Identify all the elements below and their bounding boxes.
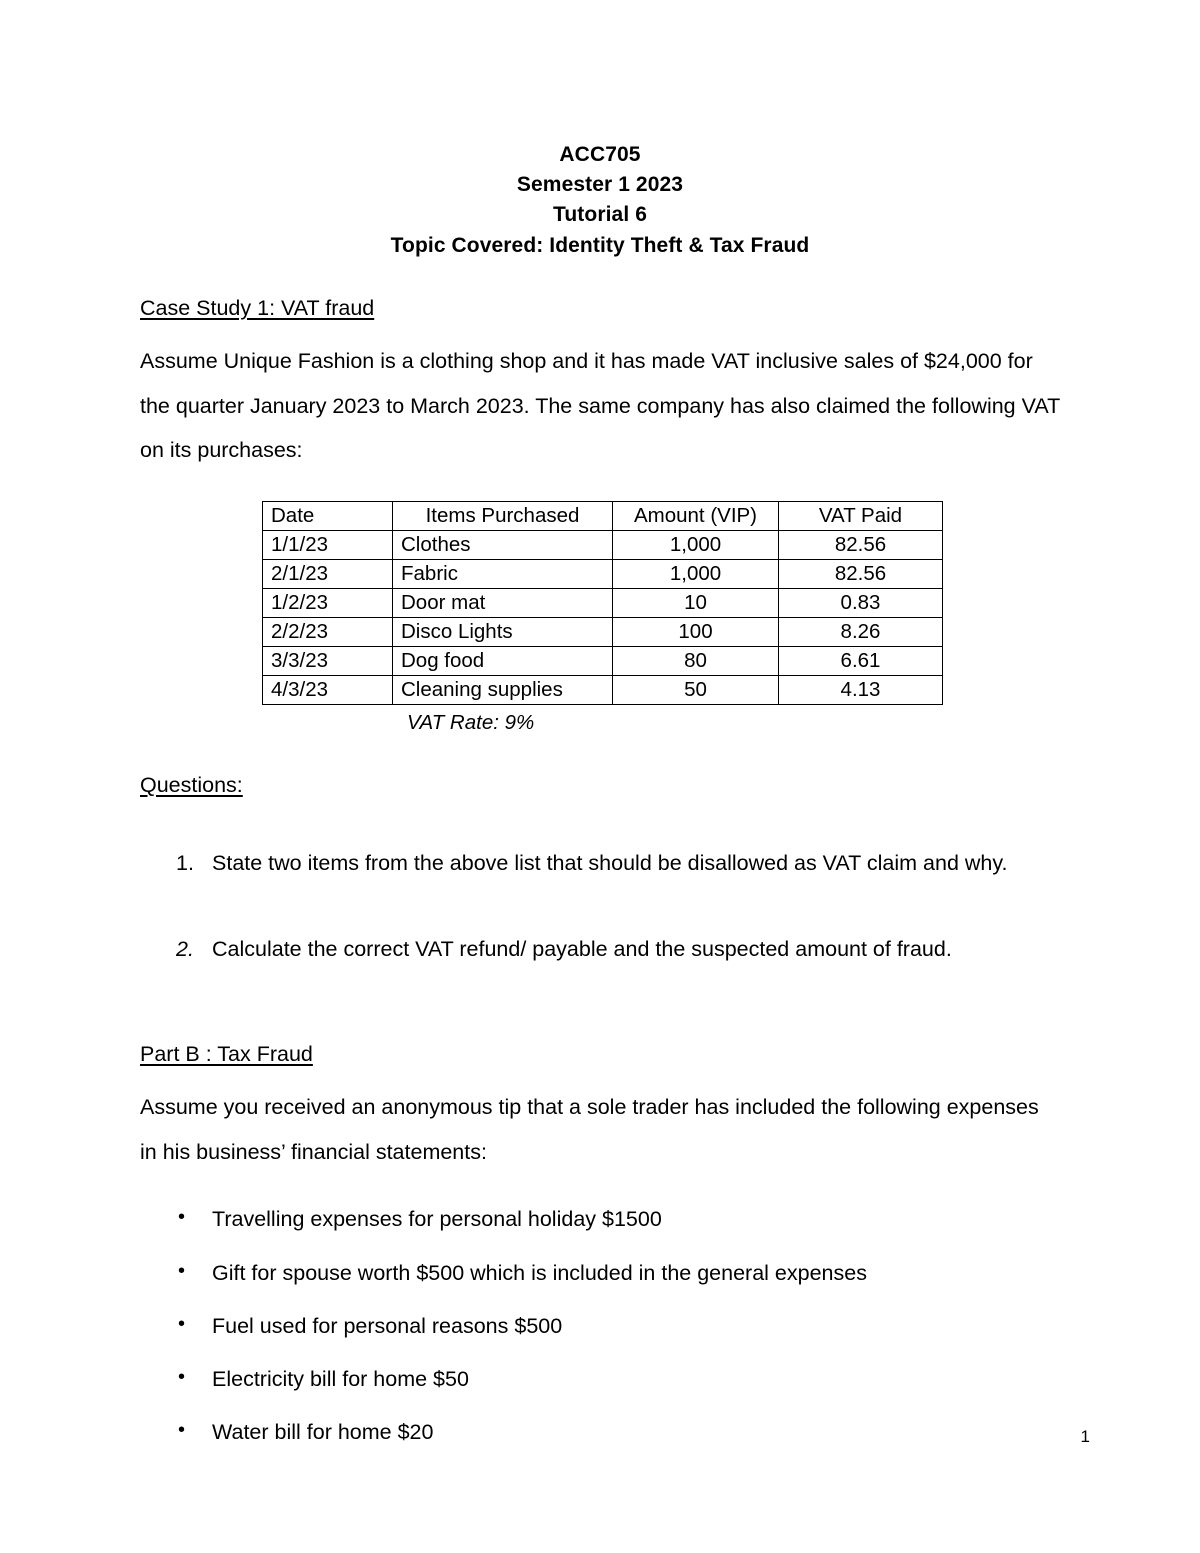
cell-date: 4/3/23 — [263, 676, 393, 705]
list-item — [140, 1364, 1060, 1395]
column-header-amount: Amount (VIP) — [613, 502, 779, 531]
cell-vat: 82.56 — [779, 531, 943, 560]
cell-item: Dog food — [393, 647, 613, 676]
expense-text: Water bill for home $20 — [212, 1420, 434, 1445]
case-study-heading: Case Study 1: VAT fraud — [140, 295, 375, 320]
cell-vat: 6.61 — [779, 647, 943, 676]
purchase-table-wrapper — [262, 501, 1060, 738]
questions-list — [140, 848, 1060, 965]
page-content — [140, 140, 1060, 1448]
case-study-heading-row — [140, 295, 1060, 323]
part-b-heading-row — [140, 1041, 1060, 1069]
part-b-spacer — [140, 965, 1060, 1007]
vat-rate-footnote: VAT Rate: 9% — [407, 711, 535, 735]
table-row — [263, 589, 943, 618]
cell-vat: 4.13 — [779, 676, 943, 705]
purchase-table — [262, 501, 943, 705]
table-row — [263, 618, 943, 647]
column-header-items: Items Purchased — [393, 502, 613, 531]
expense-text: Travelling expenses for personal holiday $1500 — [212, 1207, 662, 1232]
question-text: State two items from the above list that should be disallowed as VAT claim and why. — [212, 850, 1008, 875]
cell-item: Door mat — [393, 589, 613, 618]
question-marker: 1. — [176, 850, 194, 875]
cell-date: 2/2/23 — [263, 618, 393, 647]
cell-amount: 80 — [613, 647, 779, 676]
page-number: 1 — [1080, 1427, 1090, 1446]
list-item-question-2 — [140, 934, 1060, 965]
cell-amount: 1,000 — [613, 531, 779, 560]
title-line-topic: Topic Covered: Identity Theft & Tax Fraud — [390, 233, 810, 257]
list-item — [140, 1417, 1060, 1448]
list-item-question-1 — [140, 848, 1060, 879]
cell-amount: 10 — [613, 589, 779, 618]
title-line-semester: Semester 1 2023 — [516, 173, 684, 197]
cell-date: 1/2/23 — [263, 589, 393, 618]
bullet-icon: • — [178, 1419, 186, 1442]
table-row — [263, 560, 943, 589]
questions-heading-row — [140, 772, 1060, 800]
part-b-intro-paragraph: Assume you received an anonymous tip that a sole trader has included the following expenses in his business’ financial statements: — [140, 1094, 1039, 1164]
column-header-date: Date — [263, 502, 393, 531]
cell-item: Cleaning supplies — [393, 676, 613, 705]
table-row — [263, 647, 943, 676]
case-study-intro-paragraph: Assume Unique Fashion is a clothing shop and it has made VAT inclusive sales of $24,000 for the quarter January 2023 to March 2023. The same company has also claimed the following VAT on its purchases: — [140, 348, 1060, 463]
cell-amount: 100 — [613, 618, 779, 647]
list-item — [140, 1258, 1060, 1289]
cell-vat: 0.83 — [779, 589, 943, 618]
question-text: Calculate the correct VAT refund/ payable and the suspected amount of fraud. — [212, 936, 952, 961]
questions-spacer — [140, 800, 1060, 818]
cell-amount: 50 — [613, 676, 779, 705]
expense-text: Fuel used for personal reasons $500 — [212, 1313, 563, 1338]
expenses-list — [140, 1204, 1060, 1448]
cell-date: 2/1/23 — [263, 560, 393, 589]
question-marker: 2. — [176, 936, 194, 961]
cell-item: Disco Lights — [393, 618, 613, 647]
cell-item: Clothes — [393, 531, 613, 560]
cell-vat: 82.56 — [779, 560, 943, 589]
list-item — [140, 1311, 1060, 1342]
cell-item: Fabric — [393, 560, 613, 589]
table-header-row — [263, 502, 943, 531]
bullet-icon: • — [178, 1312, 186, 1335]
cell-date: 1/1/23 — [263, 531, 393, 560]
title-line-tutorial: Tutorial 6 — [553, 203, 647, 227]
questions-heading: Questions: — [140, 772, 243, 797]
cell-vat: 8.26 — [779, 618, 943, 647]
expense-text: Gift for spouse worth $500 which is included in the general expenses — [212, 1260, 867, 1285]
bullet-icon: • — [178, 1206, 186, 1229]
list-item — [140, 1204, 1060, 1235]
bullet-icon: • — [178, 1365, 186, 1388]
bullet-icon: • — [178, 1259, 186, 1282]
column-header-vat: VAT Paid — [779, 502, 943, 531]
cell-amount: 1,000 — [613, 560, 779, 589]
table-row — [263, 676, 943, 705]
part-b-heading: Part B : Tax Fraud — [140, 1042, 313, 1066]
title-line-course: ACC705 — [559, 143, 641, 166]
expense-text: Electricity bill for home $50 — [212, 1366, 469, 1391]
document-title-block — [140, 140, 1060, 261]
cell-date: 3/3/23 — [263, 647, 393, 676]
table-row — [263, 531, 943, 560]
